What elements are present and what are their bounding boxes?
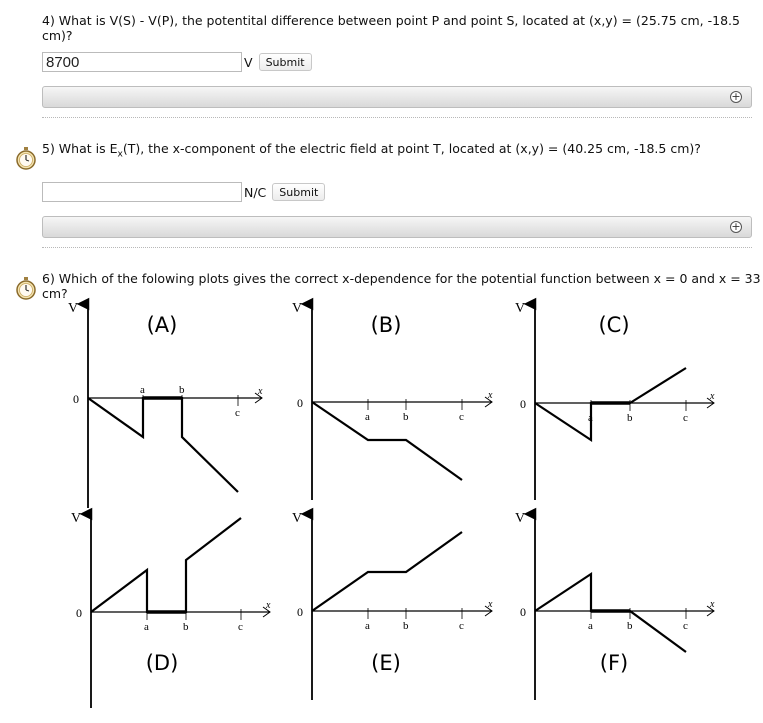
plus-circle-icon[interactable]: +	[731, 220, 741, 233]
plot-e-tick-label-b: b	[403, 620, 409, 632]
question-4-text: 4) What is V(S) - V(P), the potentital difference between point P and point S, located at (x,y) = (25.75 cm, -18.5 cm)?	[42, 13, 740, 43]
plot-c-v-label: V	[515, 301, 526, 316]
plot-f-tick-label-a: a	[588, 620, 593, 632]
plot-d-v-label: V	[71, 511, 82, 526]
plot-d-label: (D)	[145, 651, 179, 675]
question-4-submit-button[interactable]: Submit	[259, 53, 312, 71]
question-4-unit: V	[244, 54, 253, 70]
plot-c-tick-label-c: c	[683, 412, 688, 424]
plot-b-x-label: x	[488, 390, 493, 401]
plot-d-curve	[91, 518, 241, 612]
plot-c-label: (C)	[598, 313, 630, 337]
plot-a-tick-label-b: b	[179, 384, 185, 396]
plot-a-tick-label-c: c	[235, 407, 240, 419]
question-5-submit-button[interactable]: Submit	[272, 183, 325, 201]
plot-e-label: (E)	[371, 651, 401, 675]
plot-d-origin-label: 0	[76, 606, 82, 620]
plot-b-label: (B)	[370, 313, 402, 337]
plot-f-v-label: V	[515, 511, 526, 526]
plot-d-tick-label-c: c	[238, 621, 243, 633]
plot-a-label: (A)	[146, 313, 178, 337]
plot-d-x-label: x	[266, 600, 271, 611]
plot-b-tick-label-b: b	[403, 411, 409, 423]
plot-f-tick-label-c: c	[683, 620, 688, 632]
question-5-text-suffix: (T), the x-component of the electric field at point T, located at (x,y) = (40.25 cm, -18.5 cm)?	[122, 141, 701, 156]
plot-d-tick-label-b: b	[183, 621, 189, 633]
plot-b-tick-label-a: a	[365, 411, 370, 423]
plot-e-origin-label: 0	[297, 605, 303, 619]
plot-a-tick-label-a: a	[140, 384, 145, 396]
plot-c-tick-label-a: a	[588, 412, 593, 424]
plot-b-curve	[312, 402, 462, 480]
plot-c-origin-label: 0	[520, 397, 526, 411]
plot-f-tick-label-b: b	[627, 620, 633, 632]
plot-a-x-label: x	[258, 386, 263, 397]
question-5-unit: N/C	[244, 184, 267, 200]
plus-circle-icon[interactable]: +	[731, 90, 741, 103]
plot-e-curve	[312, 532, 462, 611]
plot-e-tick-label-a: a	[365, 620, 370, 632]
plot-e-tick-label-c: c	[459, 620, 464, 632]
plot-c-tick-label-b: b	[627, 412, 633, 424]
plot-f-x-label: x	[710, 599, 715, 610]
plot-a-origin-label: 0	[73, 392, 79, 406]
question-6-text: 6) Which of the folowing plots gives the correct x-dependence for the potential function between x = 0 and x = 33 cm?	[42, 271, 761, 301]
plot-a-curve	[88, 398, 238, 492]
plot-a-v-label: V	[68, 301, 79, 316]
plot-b-tick-label-c: c	[459, 411, 464, 423]
question-5-text-subscript: x	[117, 149, 123, 160]
plot-f-label: (F)	[599, 651, 629, 675]
plot-e-x-label: x	[488, 599, 493, 610]
plot-f-curve	[535, 574, 686, 652]
plot-c-x-label: x	[710, 391, 715, 402]
plot-e-v-label: V	[292, 511, 303, 526]
plot-d-tick-label-a: a	[144, 621, 149, 633]
plot-f-origin-label: 0	[520, 605, 526, 619]
plot-b-origin-label: 0	[297, 396, 303, 410]
plot-b-v-label: V	[292, 301, 303, 316]
question-5-text-prefix: 5) What is E	[42, 141, 118, 156]
